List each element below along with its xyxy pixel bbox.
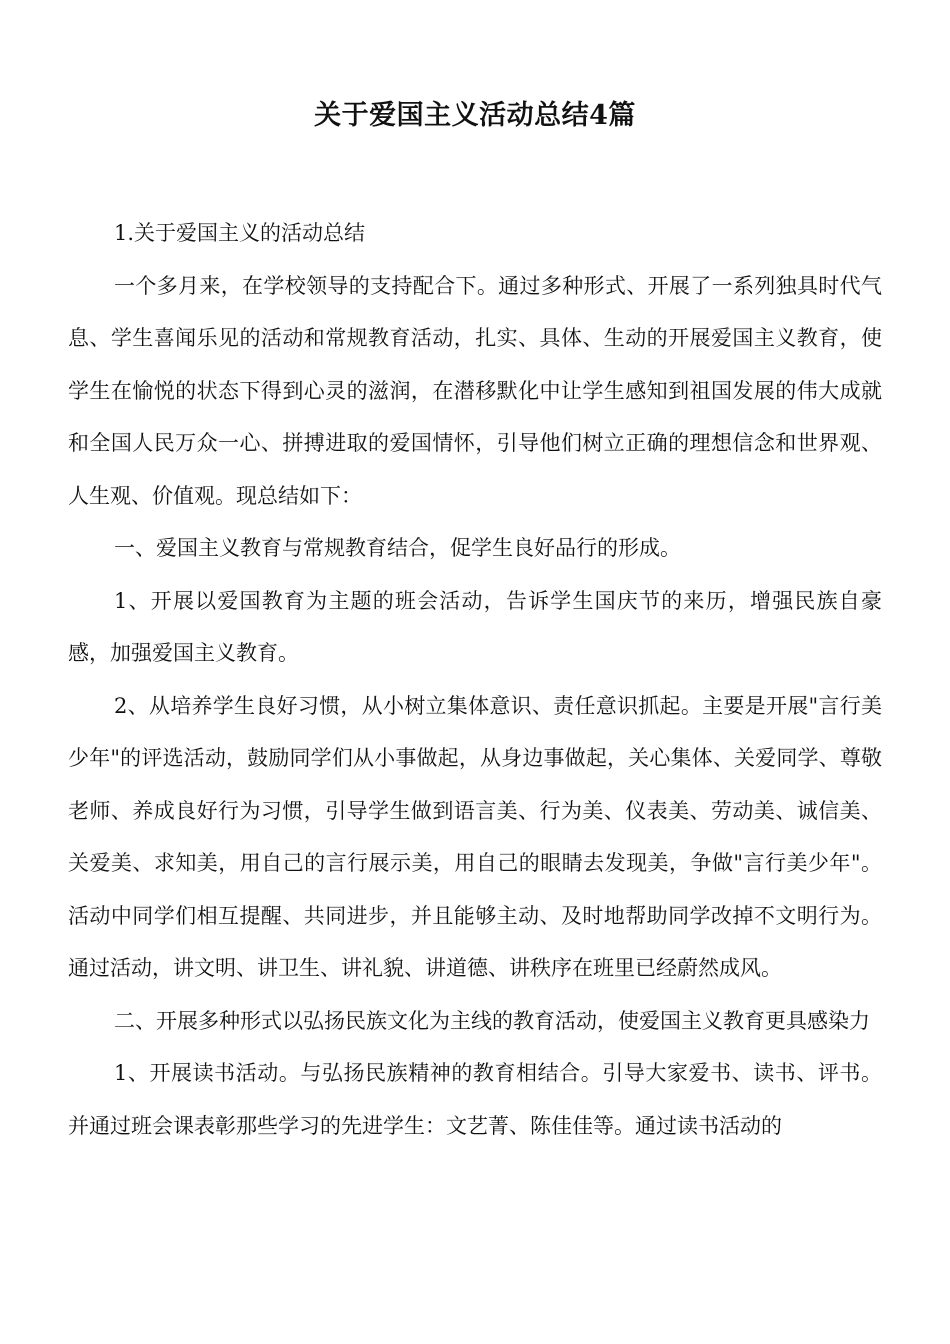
paragraph-heading-two: 二、开展多种形式以弘扬民族文化为主线的教育活动，使爱国主义教育更具感染力: [114, 1008, 870, 1033]
paragraph-intro: 一个多月来，在学校领导的支持配合下。通过多种形式、开展了一系列独具时代气息、学生喜闻乐见的活动和常规教育活动，扎实、具体、生动的开展爱国主义教育，使学生在愉悦的状态下得到心灵的滋润，在潜移默化中让学生感知到祖国发展的伟大成就和全国人民万众一心、拼搏进取的爱国情怀，引导他们树立正确的理想信念和世界观、人生观、价值观。现总结如下：: [68, 273, 882, 508]
document-body: [68, 207, 882, 1152]
paragraph-reading-activity: 1、开展读书活动。与弘扬民族精神的教育相结合。引导大家爱书、读书、评书。并通过班会课表彰那些学习的先进学生：文艺菁、陈佳佳等。通过读书活动的: [68, 1061, 882, 1138]
document-title: 关于爱国主义活动总结4篇: [314, 100, 636, 131]
paragraph-heading-one: 一、爱国主义教育与常规教育结合，促学生良好品行的形成。: [114, 536, 681, 560]
paragraph-item-1: 1、开展以爱国教育为主题的班会活动，告诉学生国庆节的来历，增强民族自豪感，加强爱国主义教育。: [68, 588, 882, 665]
paragraph-section-heading: 1.关于爱国主义的活动总结: [114, 221, 366, 245]
paragraph-item-2: 2、从培养学生良好习惯，从小树立集体意识、责任意识抓起。主要是开展"言行美少年"的评选活动，鼓励同学们从小事做起，从身边事做起，关心集体、关爱同学、尊敬老师、养成良好行为习惯，引导学生做到语言美、行为美、仪表美、劳动美、诚信美、关爱美、求知美，用自己的言行展示美，用自己的眼睛去发现美，争做"言行美少年"。活动中同学们相互提醒、共同进步，并且能够主动、及时地帮助同学改掉不文明行为。通过活动，讲文明、讲卫生、讲礼貌、讲道德、讲秩序在班里已经蔚然成风。: [68, 693, 882, 980]
